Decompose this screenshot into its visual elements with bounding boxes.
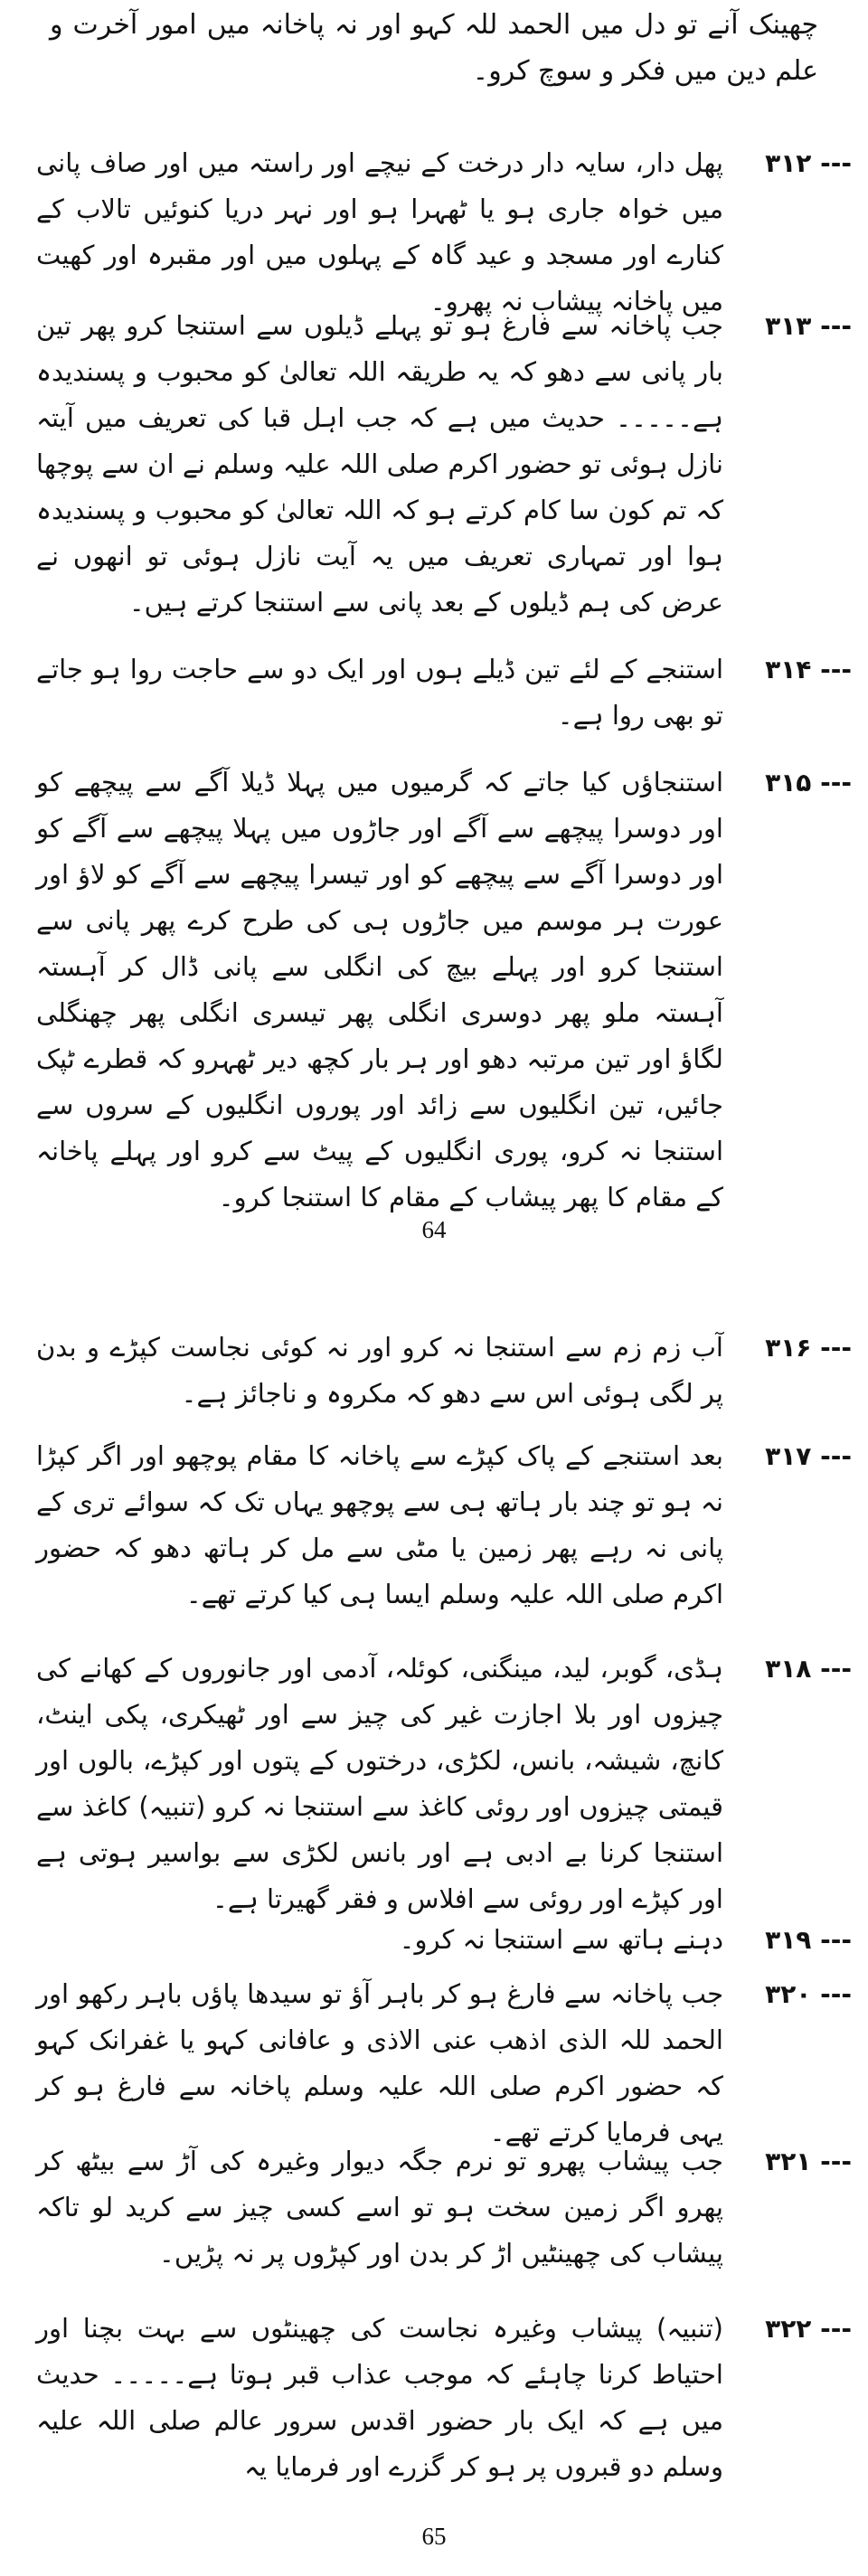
rule-text: ہڈی، گوبر، لید، مینگنی، کوئلہ، آدمی اور جانوروں کے کھانے کی چیزوں اور بلا اجازت غیر کی چیز سے اور ٹھیکری، پکی اینٹ، کانچ، شیشہ، بانس، لکڑی، درختوں کے پتوں اور کپڑے، بالوں اور قیمتی چیزوں اور روئی کاغذ سے استنجا نہ کرو (تنبیہ) کاغذ سے استنجا کرنا بے ادبی ہے اور بانس لکڑی سے بواسیر ہوتی ہے اور کپڑے اور روئی سے افلاس و فقر گھیرتا ہے۔ <box>36 1653 723 1914</box>
rule-item-317 <box>36 1433 852 1618</box>
rule-text: آب زم زم سے استنجا نہ کرو اور نہ کوئی نجاست کپڑے و بدن پر لگی ہوئی اس سے دھو کہ مکروہ و ناجائز ہے۔ <box>36 1332 723 1409</box>
rule-text: بعد استنجے کے پاک کپڑے سے پاخانہ کا مقام پوچھو اور اگر کپڑا نہ ہو تو چند بار ہاتھ ہی سے پوچھو یہاں تک کہ سوائے تری کے پانی نہ رہے پھر زمین یا مٹی سے مل کر ہاتھ دھو کہ حضور اکرم صلی اللہ علیہ وسلم ایسا ہی کیا کرتے تھے۔ <box>36 1440 723 1609</box>
rule-item-316 <box>36 1325 852 1417</box>
rule-number: ۳۱۳ --- <box>765 311 852 341</box>
rule-number: ۳۱۵ --- <box>765 768 852 797</box>
rule-number: ۳۱۲ --- <box>765 148 852 178</box>
rule-text: جب پاخانہ سے فارغ ہو تو پہلے ڈیلوں سے استنجا کرو پھر تین بار پانی سے دھو کہ یہ طریقہ اللہ تعالیٰ کو محبوب و پسندیدہ ہے۔۔۔۔۔ حدیث میں ہے کہ جب اہل قبا کی تعریف میں آیتہ نازل ہوئی تو حضور اکرم صلی اللہ علیہ وسلم نے ان سے پوچھا کہ تم کون سا کام کرتے ہو کہ اللہ تعالیٰ کو محبوب و پسندیدہ ہوا اور تمہاری تعریف میں یہ آیت نازل ہوئی تو انھوں نے عرض کی ہم ڈیلوں کے بعد پانی سے استنجا کرتے ہیں۔ <box>36 310 723 618</box>
rule-number: ۳۱۶ --- <box>765 1333 852 1363</box>
rule-item-322 <box>36 2306 852 2490</box>
page-number: 65 <box>421 2523 447 2550</box>
book-page-64 <box>0 0 868 1261</box>
rule-text: استنجاؤں کیا جاتے کہ گرمیوں میں پہلا ڈیلا آگے سے پیچھے کو اور دوسرا پیچھے سے آگے اور جاڑوں میں پہلا پیچھے سے آگے کو اور دوسرا آگے سے پیچھے کو اور تیسرا پیچھے سے آگے کو لاؤ اور عورت ہر موسم میں جاڑوں ہی کی طرح کرے پھر پانی سے استنجا کرو اور پہلے بیچ کی انگلی سے پانی ڈال کر آہستہ آہستہ ملو پھر دوسری انگلی پھر تیسری انگلی پھر چھنگلی لگاؤ اور تین مرتبہ دھو اور ہر بار کچھ دیر ٹھہرو کہ قطرے ٹپک جائیں، تین انگلیوں سے زائد اور پوروں انگلیوں کے سروں سے استنجا نہ کرو، پوری انگلیوں کے پیٹ سے کرو اور پہلے پاخانہ کے مقام کا پھر پیشاب کے مقام کا استنجا کرو۔ <box>36 767 723 1213</box>
rule-number: ۳۱۴ --- <box>765 655 852 684</box>
page-divider <box>0 1261 868 1288</box>
rule-text: (تنبیہ) پیشاب وغیرہ نجاست کی چھینٹوں سے بہت بچنا اور احتیاط کرنا چاہئے کہ موجب عذاب قبر ہوتا ہے۔۔۔۔۔ حدیث میں ہے کہ ایک بار حضور اقدس سرور عالم صلی اللہ علیہ وسلم دو قبروں پر ہو کر گزرے اور فرمایا یہ <box>36 2313 723 2482</box>
rule-text: جب پاخانہ سے فارغ ہو کر باہر آؤ تو سیدھا پاؤں باہر رکھو اور الحمد للہ الذی اذھب عنی الاذی و عافانی کہو یا غفرانک کہو کہ حضور اکرم صلی اللہ علیہ وسلم پاخانہ سے فارغ ہو کر یہی فرمایا کرتے تھے۔ <box>36 1978 723 2147</box>
rule-text: پھل دار، سایہ دار درخت کے نیچے اور راستہ میں اور صاف پانی میں خواہ جاری ہو یا ٹھہرا ہو اور نہر دریا کنوئیں تالاب کے کنارے اور مسجد و عید گاہ کے پہلوں میں اور مقبرہ اور کھیت میں پاخانہ پیشاب نہ پھرو۔ <box>36 147 723 316</box>
book-page-65 <box>0 1288 868 2576</box>
rule-item-314 <box>36 646 852 739</box>
rule-item-315 <box>36 760 852 1221</box>
rule-item-319 <box>36 1917 852 1963</box>
page-number: 64 <box>421 1216 447 1243</box>
rule-item-321 <box>36 2138 852 2277</box>
rule-number: ۳۲۱ --- <box>765 2147 852 2176</box>
rule-text: جب پیشاب پھرو تو نرم جگہ دیوار وغیرہ کی آڑ سے بیٹھ کر پھرو اگر زمین سخت ہو تو اسے کسی چیز سے کرید لو تاکہ پیشاب کی چھینٹیں اڑ کر بدن اور کپڑوں پر نہ پڑیں۔ <box>36 2146 723 2269</box>
rule-number: ۳۲۰ --- <box>765 1979 852 2009</box>
rule-item-313 <box>36 303 852 626</box>
rule-number: ۳۲۲ --- <box>765 2314 852 2344</box>
rule-number: ۳۱۸ --- <box>765 1654 852 1684</box>
rule-item-312 <box>36 140 852 325</box>
rule-item-320 <box>36 1971 852 2156</box>
rule-number: ۳۱۹ --- <box>765 1925 852 1955</box>
rule-number: ۳۱۷ --- <box>765 1441 852 1471</box>
rule-item-318 <box>36 1646 852 1922</box>
rule-text: دہنے ہاتھ سے استنجا نہ کرو۔ <box>399 1924 723 1955</box>
continuation-paragraph: چھینک آنے تو دل میں الحمد للہ کہو اور نہ پاخانہ میں امور آخرت و علم دین میں فکر و سوچ کرو۔ <box>50 9 818 87</box>
rule-text: استنجے کے لئے تین ڈیلے ہوں اور ایک دو سے حاجت روا ہو جاتے تو بھی روا ہے۔ <box>36 654 723 731</box>
